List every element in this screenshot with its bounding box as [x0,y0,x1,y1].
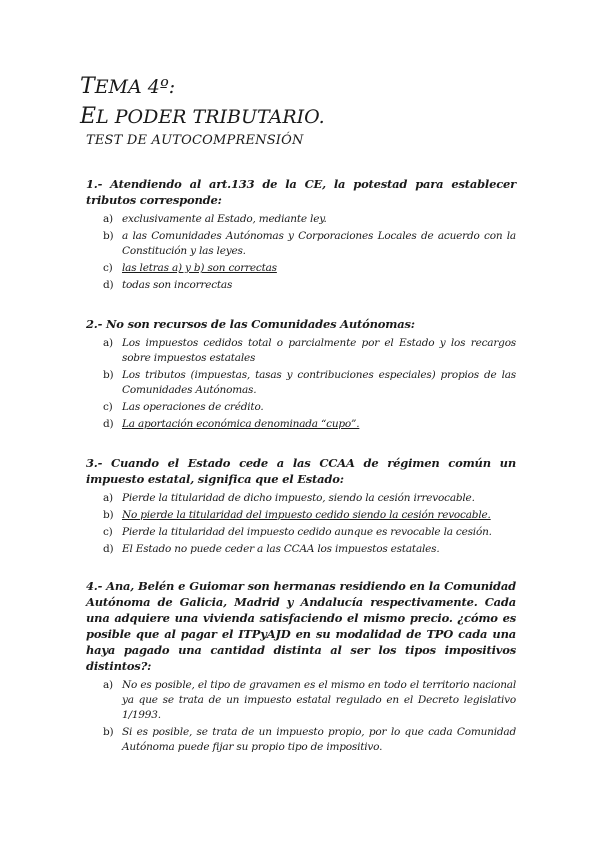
page-title [80,74,175,99]
option-text: Pierde la titularidad de dicho impuesto, siendo la cesión irrevocable. [122,492,475,504]
question-2 [86,316,516,434]
option-text: El Estado no puede ceder a las CCAA los impuestos estatales. [122,543,440,555]
question-text: 1.- Atendiendo al art.133 de la CE, la potestad para establecer tributos corresponde: [86,177,516,207]
option-marker: b) [103,369,114,381]
question-3 [86,455,516,559]
option-text: Pierde la titularidad del impuesto cedido aunque es revocable la cesión. [122,526,492,538]
option-c [86,400,516,415]
option-text-correct: La aportación económica denominada “cupo”. [122,418,360,430]
options-list [86,336,516,432]
option-b [86,229,516,259]
option-text: Las operaciones de crédito. [122,401,264,413]
option-marker: a) [103,337,113,349]
option-text: a las Comunidades Autónomas y Corporaciones Locales de acuerdo con la Constitución y las leyes. [122,230,516,257]
option-text: exclusivamente al Estado, mediante ley. [122,213,327,225]
option-b [86,725,516,755]
options-list [86,491,516,557]
page-title-initial: T [80,74,95,99]
option-text: No es posible, el tipo de gravamen es el mismo en todo el territorio nacional ya que se trata de un impuesto estatal regulado en el Decreto legislativo 1/1993. [122,679,516,721]
option-marker: b) [103,230,114,242]
option-text-correct: No pierde la titularidad del impuesto cedido siendo la cesión revocable. [122,509,491,521]
page-title-rest: EMA 4º: [94,76,176,98]
option-marker: c) [103,262,113,274]
option-a [86,212,516,227]
options-list [86,678,516,755]
question-text: 4.- Ana, Belén e Guiomar son hermanas residiendo en la Comunidad Autónoma de Galicia, Madrid y Andalucía respectivamente. Cada una adquiere una vivienda satisfaciendo el mismo precio. ¿cómo es posible que al pagar el ITPyAJD en su modalidad de TPO cada una haya pagado una cantidad distinta al ser los tipos impositivos distintos?: [86,579,516,673]
option-text: Los tributos (impuestas, tasas y contribuciones especiales) propios de las Comunidades Autónomas. [122,369,516,396]
option-c [86,525,516,540]
options-list [86,212,516,293]
question-4 [86,578,516,757]
option-marker: d) [103,543,114,555]
option-b [86,508,516,523]
section-heading: TEST DE AUTOCOMPRENSIÓN [86,133,304,148]
option-text-correct: las letras a) y b) son correctas [122,262,277,274]
option-marker: b) [103,509,114,521]
option-marker: d) [103,279,114,291]
option-a [86,336,516,366]
option-a [86,678,516,723]
option-d [86,542,516,557]
option-d [86,278,516,293]
option-marker: d) [103,418,114,430]
page-subtitle-initial: E [80,104,97,129]
option-b [86,368,516,398]
option-marker: b) [103,726,114,738]
question-text: 3.- Cuando el Estado cede a las CCAA de régimen común un impuesto estatal, significa que el Estado: [86,456,516,486]
page-subtitle [80,104,325,129]
option-marker: a) [103,679,113,691]
question-1 [86,176,516,295]
option-marker: a) [103,213,113,225]
option-d [86,417,516,432]
option-text: Los impuestos cedidos total o parcialmente por el Estado y los recargos sobre impuestos estatales [122,337,516,364]
option-marker: a) [103,492,113,504]
option-text: Si es posible, se trata de un impuesto propio, por lo que cada Comunidad Autónoma puede fijar su propio tipo de impositivo. [122,726,516,753]
page-subtitle-rest: L PODER TRIBUTARIO. [96,106,325,128]
question-text: 2.- No son recursos de las Comunidades Autónomas: [86,317,415,331]
option-text: todas son incorrectas [122,279,233,291]
option-marker: c) [103,401,113,413]
option-a [86,491,516,506]
option-c [86,261,516,276]
option-marker: c) [103,526,113,538]
